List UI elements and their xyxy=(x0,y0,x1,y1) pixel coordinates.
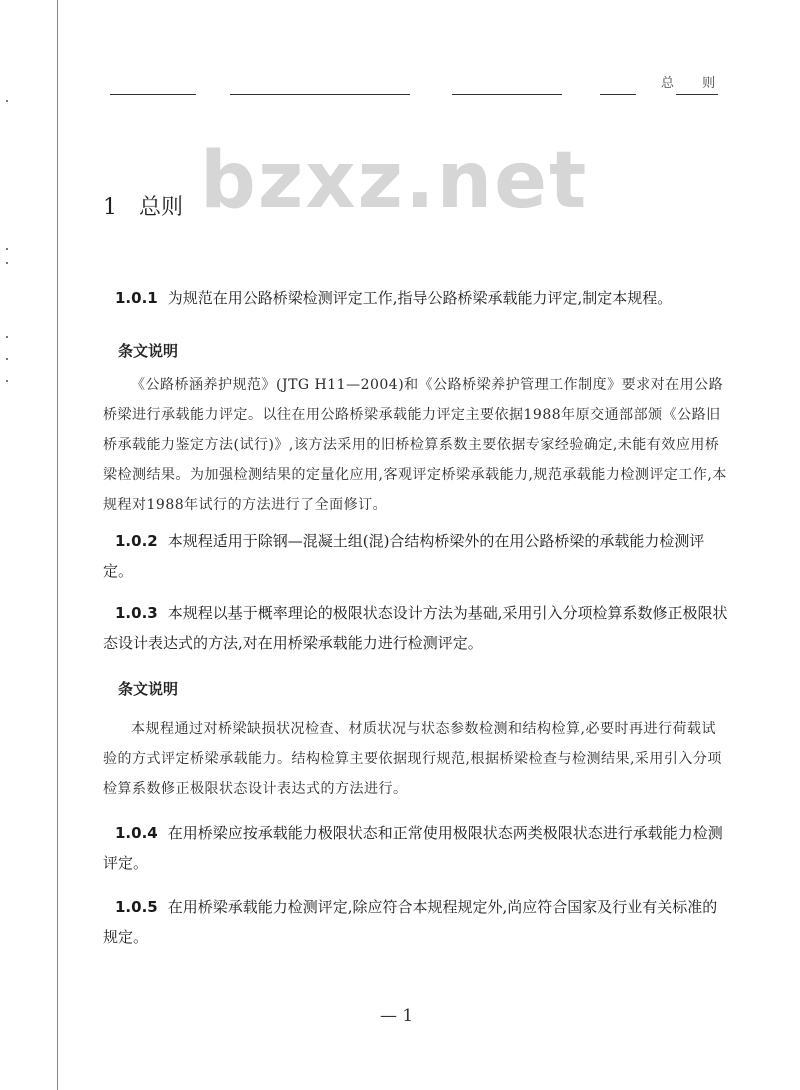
explanation-paragraph: 本规程通过对桥梁缺损状况检查、材质状况与状态参数检测和结构检算,必要时再进行荷载试验的方式评定桥梁承载能力。结构检算主要依据现行规范,根据桥梁检查与检测结果,采用引入分项检算系数修正极限状态设计表达式的方法进行。 xyxy=(103,721,722,797)
running-head: 总 则 xyxy=(661,76,728,91)
explanation-text xyxy=(103,714,730,804)
clause-text: 本规程以基于概率理论的极限状态设计方法为基础,采用引入分项检算系数修正极限状态设计表达式的方法,对在用桥梁承载能力进行检测评定。 xyxy=(103,604,728,652)
chapter-title xyxy=(103,190,183,221)
scan-artifact xyxy=(6,262,8,264)
clause-text: 在用桥梁承载能力检测评定,除应符合本规程规定外,尚应符合国家及行业有关标准的规定。 xyxy=(103,898,718,946)
scan-artifact xyxy=(6,380,8,382)
page-edge-line xyxy=(57,0,58,1090)
clause-number: 1.0.3 xyxy=(115,604,158,622)
scan-artifact xyxy=(6,248,8,250)
explanation-label: 条文说明 xyxy=(118,342,179,360)
clause-text: 在用桥梁应按承载能力极限状态和正常使用极限状态两类极限状态进行承载能力检测评定。 xyxy=(103,824,723,872)
clause-number: 1.0.4 xyxy=(115,824,158,842)
explanation-label: 条文说明 xyxy=(118,680,179,698)
clause-number: 1.0.1 xyxy=(115,289,158,307)
chapter-title-text: 总则 xyxy=(139,195,184,220)
clause-text: 本规程适用于除钢—混凝土组(混)合结构桥梁外的在用公路桥梁的承载能力检测评定。 xyxy=(103,532,705,580)
clause-1-0-2 xyxy=(103,526,730,586)
clause-number: 1.0.5 xyxy=(115,898,158,916)
scan-artifact xyxy=(6,336,8,338)
clause-1-0-1 xyxy=(103,283,730,313)
clause-text: 为规范在用公路桥梁检测评定工作,指导公路桥梁承载能力评定,制定本规程。 xyxy=(167,289,673,307)
explanation-text xyxy=(103,370,730,520)
header-rules xyxy=(0,94,800,100)
scan-artifact xyxy=(6,358,8,360)
explanation-paragraph: 《公路桥涵养护规范》(JTG H11—2004)和《公路桥梁养护管理工作制度》要求对在用公路桥梁进行承载能力评定。以往在用公路桥梁承载能力评定主要依据1988年原交通部部颁《公路旧桥承载能力鉴定方法(试行)》,该方法采用的旧桥检算系数主要依据专家经验确定,未能有效应用桥梁检测结果。为加强检测结果的定量化应用,客观评定桥梁承载能力,规范承载能力检测评定工作,本规程对1988年试行的方法进行了全面修订。 xyxy=(103,377,727,513)
clause-1-0-5 xyxy=(103,892,730,952)
watermark: bzxz.net xyxy=(200,136,589,226)
clause-1-0-4 xyxy=(103,818,730,878)
clause-1-0-3 xyxy=(103,598,730,658)
scan-artifact xyxy=(6,100,8,102)
page-number: — 1 xyxy=(380,1006,414,1026)
clause-number: 1.0.2 xyxy=(115,532,158,550)
chapter-number: 1 xyxy=(103,195,117,220)
